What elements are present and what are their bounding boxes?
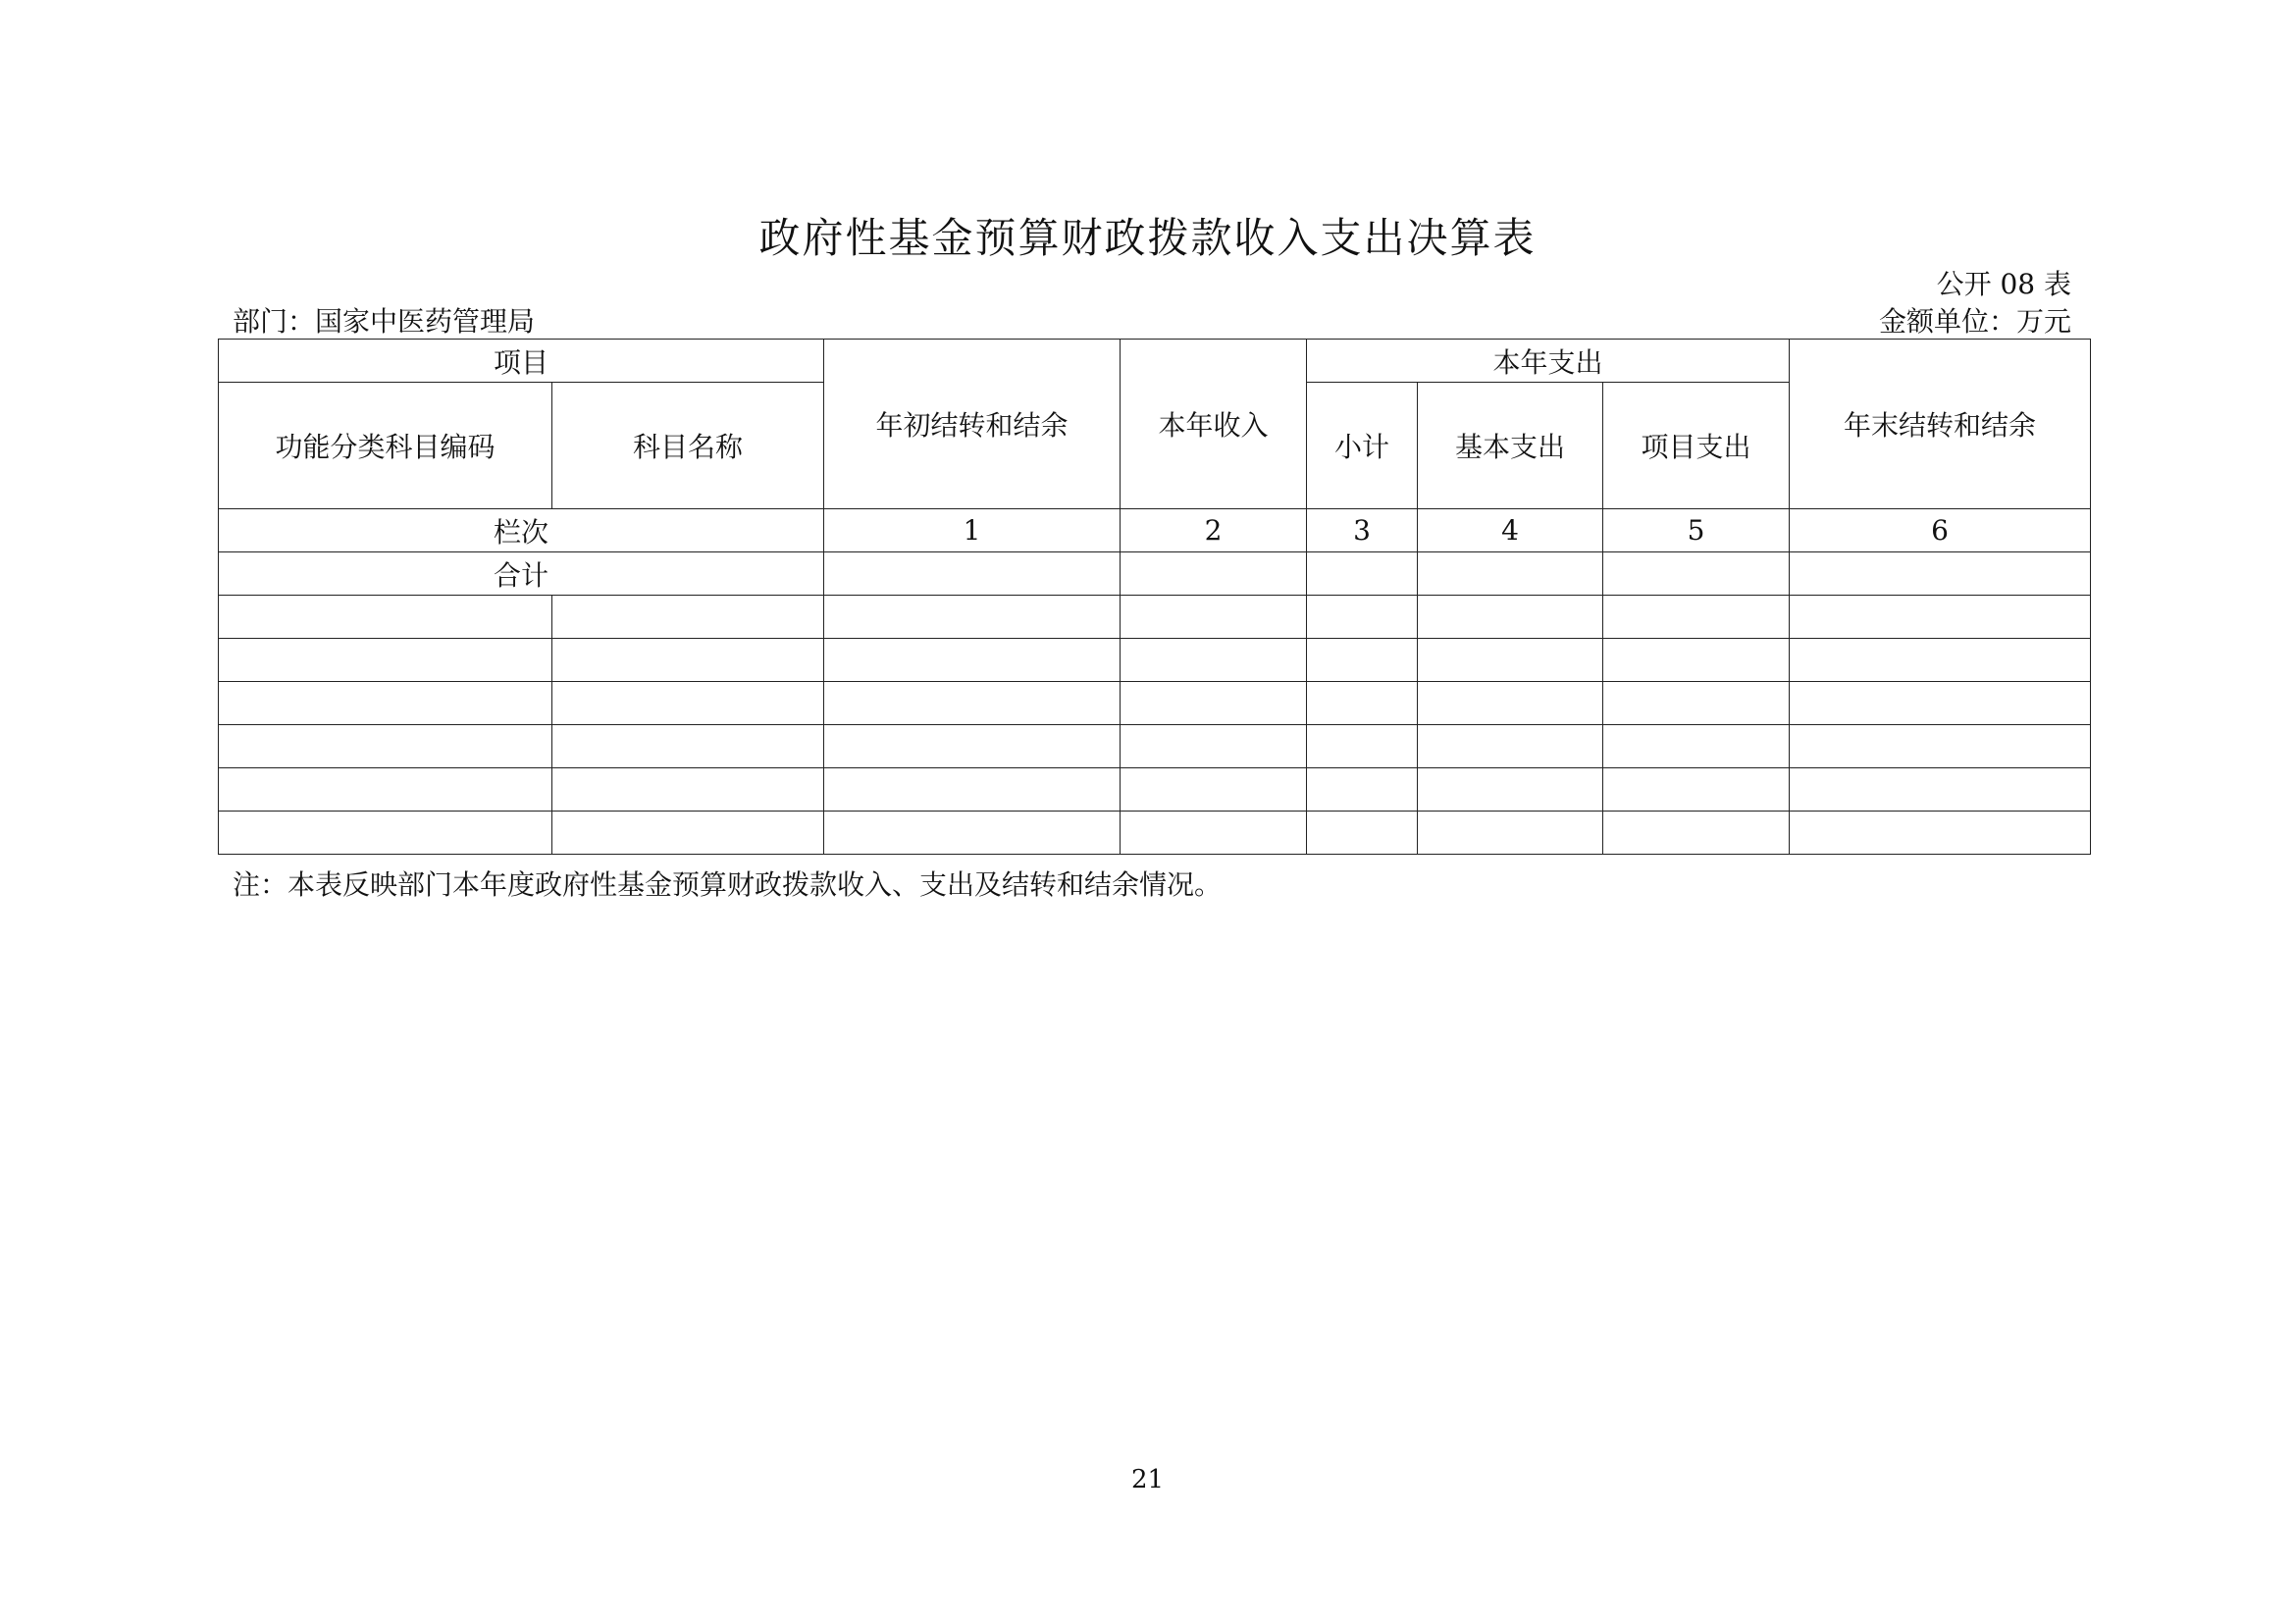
column-index-row: [219, 509, 2091, 552]
column-index-label: 栏次: [219, 509, 824, 552]
table-cell: [1603, 812, 1790, 855]
table-cell: [1790, 725, 2091, 768]
page-number: 21: [1130, 1465, 1165, 1494]
table-row: [219, 812, 2091, 855]
table-row: [219, 725, 2091, 768]
table-cell: [1603, 725, 1790, 768]
table-cell: [552, 596, 824, 639]
table-cell: [824, 596, 1121, 639]
column-index-cell: 1: [824, 509, 1121, 552]
table-cell: [552, 725, 824, 768]
header-expense-group: 本年支出: [1307, 340, 1790, 383]
table-cell: [1418, 639, 1603, 682]
total-label: 合计: [219, 552, 824, 596]
table-cell: [1307, 812, 1418, 855]
form-number: 公开 08 表: [1936, 268, 2071, 300]
table-cell: [1418, 725, 1603, 768]
table-cell: [1603, 552, 1790, 596]
table-cell: [219, 768, 552, 812]
table-cell: [1307, 596, 1418, 639]
table-cell: [552, 768, 824, 812]
table-cell: [1418, 552, 1603, 596]
table-cell: [1307, 682, 1418, 725]
table-cell: [1603, 768, 1790, 812]
table-cell: [1790, 552, 2091, 596]
unit-label: 金额单位：万元: [1878, 305, 2071, 338]
department-label: 部门：国家中医药管理局: [233, 305, 536, 338]
table-cell: [552, 812, 824, 855]
table-cell: [1121, 812, 1307, 855]
table-cell: [1790, 682, 2091, 725]
table-cell: [1121, 552, 1307, 596]
header-income: 本年收入: [1121, 340, 1307, 509]
table-cell: [1307, 768, 1418, 812]
table-cell: [1418, 768, 1603, 812]
header-code: 功能分类科目编码: [219, 383, 552, 509]
table-cell: [824, 812, 1121, 855]
table-cell: [219, 596, 552, 639]
table-cell: [1790, 812, 2091, 855]
table-cell: [1121, 682, 1307, 725]
table-cell: [824, 682, 1121, 725]
table-cell: [824, 552, 1121, 596]
table-cell: [1121, 725, 1307, 768]
header-basic-expense: 基本支出: [1418, 383, 1603, 509]
column-index-cell: 6: [1790, 509, 2091, 552]
column-index-cell: 3: [1307, 509, 1418, 552]
column-index-cell: 5: [1603, 509, 1790, 552]
table-cell: [219, 682, 552, 725]
table-row: [219, 768, 2091, 812]
table-row: [219, 639, 2091, 682]
table-cell: [824, 768, 1121, 812]
total-row: [219, 552, 2091, 596]
table-cell: [1121, 639, 1307, 682]
table-cell: [1603, 639, 1790, 682]
table-cell: [1307, 639, 1418, 682]
table-cell: [1603, 682, 1790, 725]
table-row: [219, 682, 2091, 725]
table-cell: [219, 812, 552, 855]
header-subtotal: 小计: [1307, 383, 1418, 509]
table-cell: [1790, 639, 2091, 682]
table-row: [219, 596, 2091, 639]
budget-table: [218, 339, 2091, 855]
table-cell: [1121, 768, 1307, 812]
table-cell: [824, 639, 1121, 682]
table-cell: [1418, 596, 1603, 639]
table-cell: [552, 639, 824, 682]
table-cell: [1418, 682, 1603, 725]
column-index-cell: 2: [1121, 509, 1307, 552]
table-cell: [1790, 596, 2091, 639]
table-note: 注：本表反映部门本年度政府性基金预算财政拨款收入、支出及结转和结余情况。: [233, 868, 1223, 901]
page-title: 政府性基金预算财政拨款收入支出决算表: [758, 214, 1537, 262]
header-end-balance: 年末结转和结余: [1790, 340, 2091, 509]
header-name: 科目名称: [552, 383, 824, 509]
header-project-expense: 项目支出: [1603, 383, 1790, 509]
header-begin-balance: 年初结转和结余: [824, 340, 1121, 509]
table-cell: [1307, 725, 1418, 768]
table-cell: [1121, 596, 1307, 639]
table-cell: [1307, 552, 1418, 596]
table-cell: [1790, 768, 2091, 812]
header-item-group: 项目: [219, 340, 824, 383]
table-cell: [1418, 812, 1603, 855]
table-cell: [219, 639, 552, 682]
table-cell: [552, 682, 824, 725]
table-cell: [824, 725, 1121, 768]
table-cell: [1603, 596, 1790, 639]
column-index-cell: 4: [1418, 509, 1603, 552]
table-cell: [219, 725, 552, 768]
